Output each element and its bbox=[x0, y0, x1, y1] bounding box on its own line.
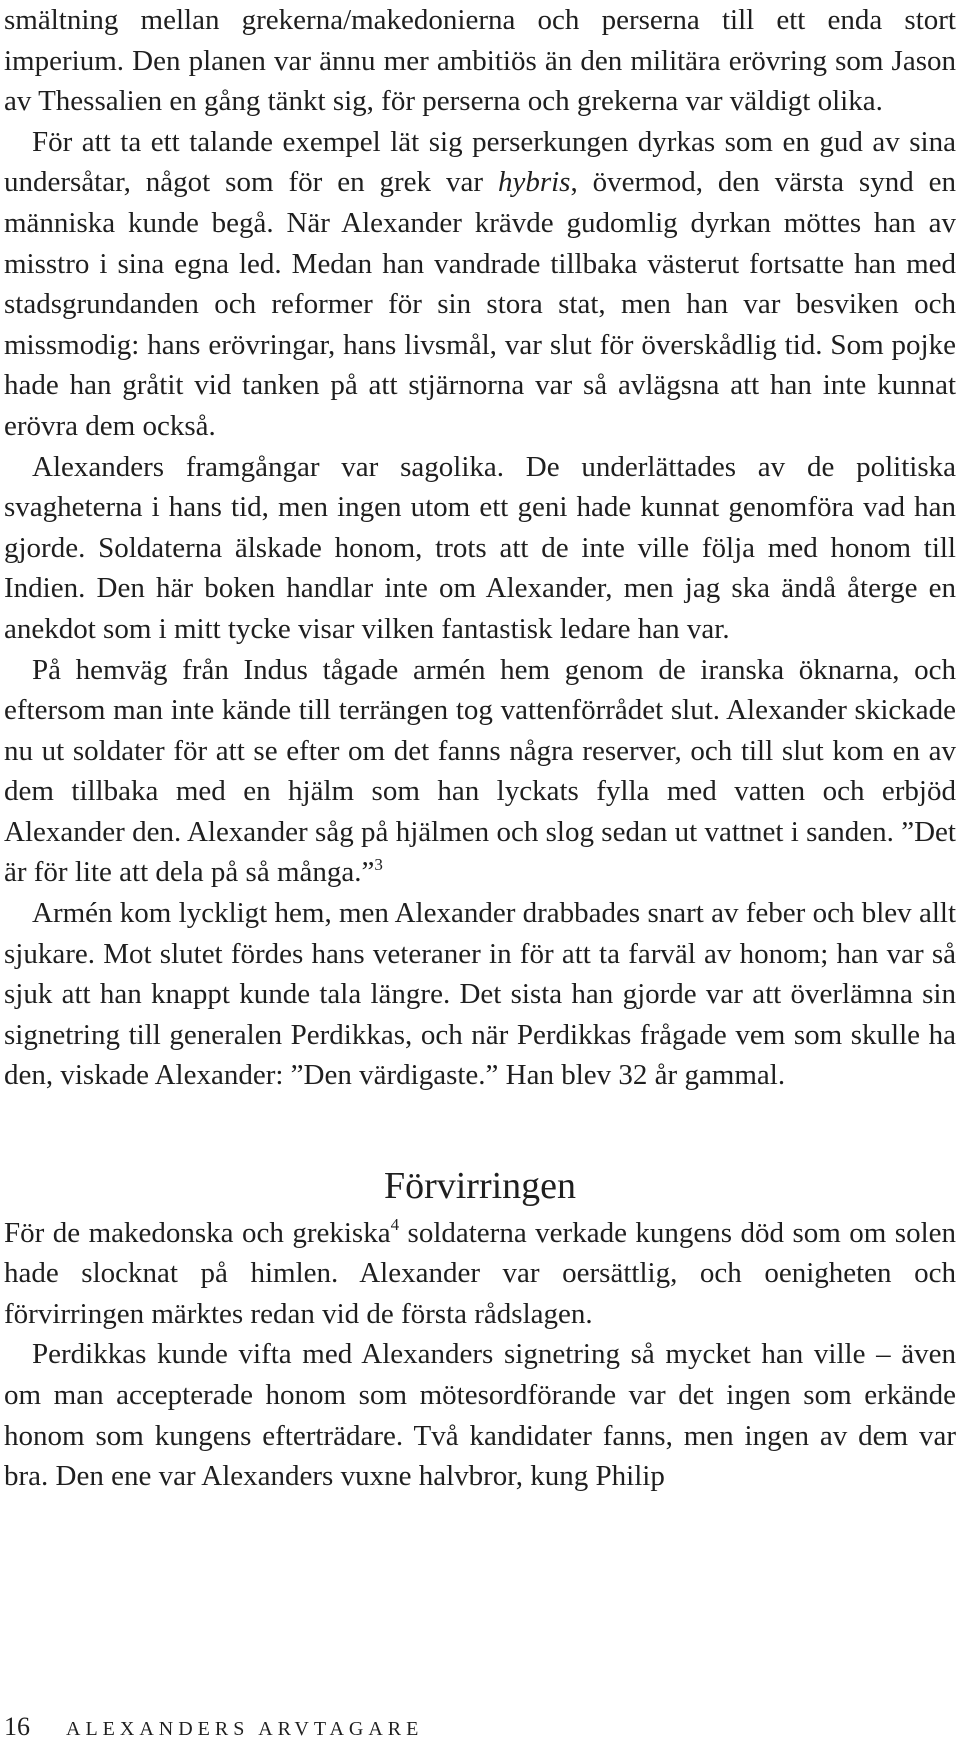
paragraph-4 bbox=[4, 650, 956, 894]
paragraph-2-part-a: För att ta ett talande exempel lät sig perserkungen dyrkas som en gud av sina undersåtar, något som för en grek var bbox=[4, 125, 956, 199]
paragraph-7: Perdikkas kunde vifta med Alexanders signetring så mycket han ville – även om man accepterade honom som mötesordförande var det ingen som erkände honom som kungens efterträdare. Två kandidater fanns, men ingen av dem var bra. Den ene var Alexanders vuxne halvbror, kung Philip bbox=[4, 1338, 956, 1493]
footnote-ref-4[interactable]: 4 bbox=[390, 1214, 400, 1234]
paragraph-2-emphasis: hybris bbox=[497, 166, 571, 199]
paragraph-1: smältning mellan grekerna/makedonierna och perserna till ett enda stort imperium. Den planen var ännu mer ambitiös än den militära erövring som Jason av Thessalien en gång tänkt sig, för perserna och grekerna var väldigt olika. bbox=[4, 4, 956, 118]
paragraph-6-part-b: soldaterna verkade kungens död som om solen hade slocknat på himlen. Alexander var oersättlig, och oenigheten och förvirringen märktes redan vid de första rådslagen. bbox=[4, 1216, 957, 1330]
paragraph-3: Alexanders framgångar var sagolika. De underlättades av de politiska svagheterna i hans tid, men ingen utom ett geni hade kunnat genomföra vad han gjorde. Soldaterna älskade honom, trots att de inte ville följa med honom till Indien. Den här boken handlar inte om Alexander, men jag ska ändå återge en anekdot som i mitt tycke visar vilken fantastisk ledare han var. bbox=[4, 450, 956, 645]
page-number: 16 bbox=[4, 1712, 30, 1741]
paragraph-2 bbox=[4, 122, 956, 447]
paragraph-6 bbox=[4, 1213, 956, 1335]
paragraph-6-part-a: För de makedonska och grekiska bbox=[4, 1216, 391, 1249]
paragraph-5: Armén kom lyckligt hem, men Alexander drabbades snart av feber och blev allt sjukare. Mot slutet fördes hans veteraner in för att ta farväl av honom; han var så sjuk att han knappt kunde tala längre. Det sista han gjorde var att överlämna sin signetring till generalen Perdikkas, och när Perdikkas frågade vem som skulle ha den, viskade Alexander: ”Den värdigaste.” Han blev 32 år gammal. bbox=[4, 897, 956, 1092]
footnote-ref-3[interactable]: 3 bbox=[374, 854, 383, 874]
paragraph-2-part-b: , övermod, den värsta synd en människa kunde begå. När Alexander krävde gudomlig dyrkan möttes han av misstro i sina egna led. Medan han vandrade tillbaka västerut fortsatte han med stadsgrundanden och reformer för sin stora stat, men han var besviken och missmodig: hans erövringar, hans livsmål, var slut för överskådlig tid. Som pojke hade han gråtit vid tanken på att stjärnorna var så avlägsna att han inte kunnat erövra dem också. bbox=[4, 166, 956, 442]
body-text bbox=[4, 0, 956, 1497]
running-head: ALEXANDERS ARVTAGARE bbox=[66, 1718, 424, 1740]
section-heading: Förvirringen bbox=[383, 1165, 577, 1208]
page-footer bbox=[4, 1712, 423, 1748]
paragraph-4-text: På hemväg från Indus tågade armén hem genom de iranska öknarna, och eftersom man inte kände till terrängen tog vattenförrådet slut. Alexander skickade nu ut soldater för att se efter om det fanns några reserver, och till slut kom en av dem tillbaka med en hjälm som han lyckats fylla med vatten och erbjöd Alexander den. Alexander såg på hjälmen och slog sedan ut vattnet i sanden. ”Det är för lite att dela på så många.” bbox=[4, 653, 956, 889]
